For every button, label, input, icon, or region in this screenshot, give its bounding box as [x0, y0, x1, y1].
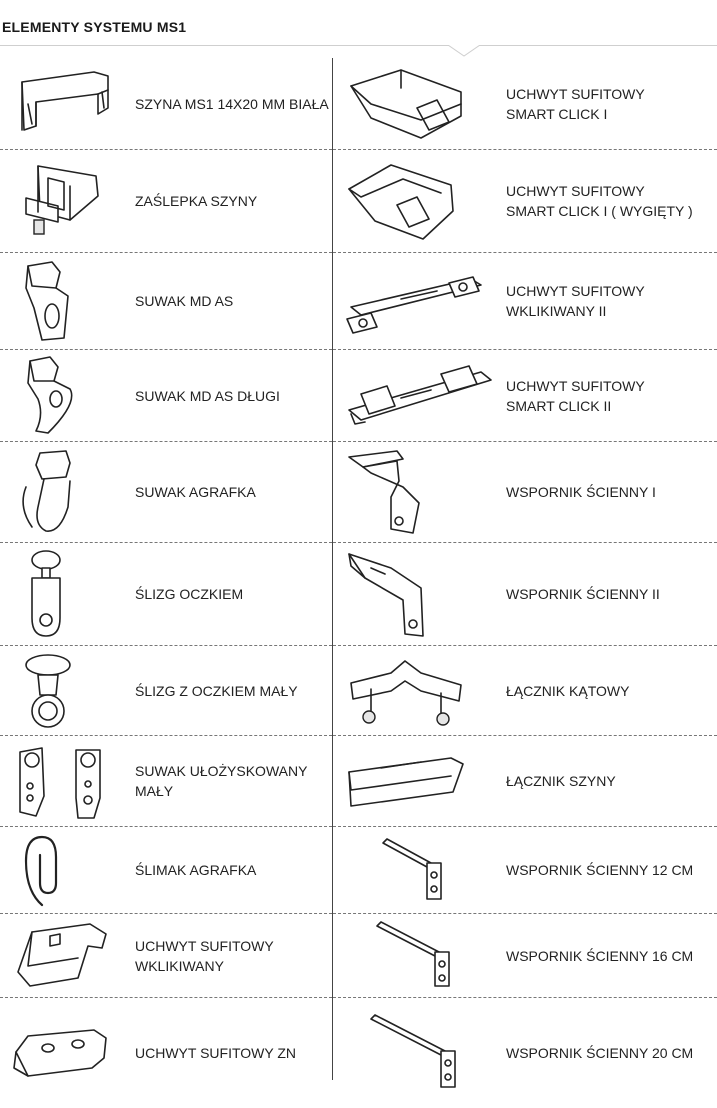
wall-bracket-i-icon	[341, 447, 501, 537]
item-label: SZYNA MS1 14X20 MM BIAŁA	[135, 95, 329, 112]
list-item	[0, 914, 332, 998]
glider-md-as-icon	[8, 258, 126, 344]
item-label: ŚLIMAK AGRAFKA	[135, 862, 257, 878]
item-label: UCHWYT SUFITOWY WKLIKIWANY	[135, 937, 274, 974]
item-label: WSPORNIK ŚCIENNY 12 CM	[506, 862, 694, 878]
item-label: ŁĄCZNIK SZYNY	[506, 773, 616, 789]
list-item	[333, 998, 717, 1108]
smart-click-bracket-icon	[341, 64, 501, 144]
item-label: UCHWYT SUFITOWY ZN	[135, 1045, 296, 1061]
item-label: SUWAK MD AS DŁUGI	[135, 387, 280, 404]
list-item	[333, 646, 717, 736]
item-label: WSPORNIK ŚCIENNY I	[506, 484, 656, 500]
list-item	[0, 442, 332, 543]
wall-bracket-16cm-icon	[341, 920, 501, 992]
corner-connector-icon	[341, 651, 501, 731]
wall-bracket-20cm-icon	[341, 1013, 501, 1093]
rail-end-cap-icon	[8, 156, 126, 246]
list-item	[333, 150, 717, 253]
item-label: ŚLIZG OCZKIEM	[135, 586, 244, 602]
right-column	[333, 58, 717, 1108]
item-label: ŁĄCZNIK KĄTOWY	[506, 682, 630, 699]
list-item	[0, 827, 332, 914]
list-item	[0, 646, 332, 736]
page-title: ELEMENTY SYSTEMU MS1	[2, 19, 187, 35]
list-item	[0, 58, 332, 150]
list-item	[333, 543, 717, 646]
snail-hook-icon	[8, 831, 126, 909]
header-divider	[0, 45, 717, 46]
item-label: UCHWYT SUFITOWY SMART CLICK I	[506, 85, 645, 122]
glider-hook-icon	[8, 447, 126, 537]
item-label: UCHWYT SUFITOWY SMART CLICK I ( WYGIĘTY )	[506, 183, 693, 219]
page-header	[0, 0, 717, 46]
item-label: WSPORNIK ŚCIENNY 20 CM	[506, 1045, 694, 1061]
rail-profile-icon	[8, 64, 126, 144]
rail-connector-icon	[341, 746, 501, 816]
small-eye-glider-icon	[8, 651, 126, 731]
list-item	[333, 58, 717, 150]
bearing-glider-icon	[8, 740, 126, 822]
list-item	[0, 253, 332, 350]
list-item	[0, 998, 332, 1108]
list-item	[333, 350, 717, 442]
wall-bracket-12cm-icon	[341, 835, 501, 905]
glider-md-as-long-icon	[8, 355, 126, 437]
item-label: UCHWYT SUFITOWY WKLIKIWANY II	[506, 283, 645, 319]
ceiling-bracket-zn-icon	[8, 1018, 126, 1088]
list-item	[333, 442, 717, 543]
list-item	[0, 543, 332, 646]
smart-click-ii-bracket-icon	[341, 358, 501, 434]
list-item	[333, 736, 717, 827]
list-item	[0, 350, 332, 442]
list-item	[0, 150, 332, 253]
list-item	[0, 736, 332, 827]
item-label: SUWAK AGRAFKA	[135, 484, 256, 500]
item-label: SUWAK UŁOŻYSKOWANY MAŁY	[135, 763, 308, 799]
click-ceiling-bracket-icon	[8, 918, 126, 994]
wall-bracket-ii-icon	[341, 548, 501, 640]
list-item	[333, 914, 717, 998]
click-ceiling-bracket-ii-icon	[341, 261, 501, 341]
item-label: SUWAK MD AS	[135, 293, 234, 309]
item-label: UCHWYT SUFITOWY SMART CLICK II	[506, 377, 645, 414]
list-item	[333, 827, 717, 914]
item-label: ZAŚLEPKA SZYNY	[135, 193, 258, 209]
item-label: WSPORNIK ŚCIENNY 16 CM	[506, 947, 694, 964]
list-item	[333, 253, 717, 350]
left-column	[0, 58, 332, 1108]
eye-glider-icon	[8, 548, 126, 640]
header-notch	[448, 45, 480, 57]
item-label: ŚLIZG Z OCZKIEM MAŁY	[135, 682, 298, 699]
smart-click-bent-bracket-icon	[341, 157, 501, 245]
item-label: WSPORNIK ŚCIENNY II	[506, 586, 660, 602]
